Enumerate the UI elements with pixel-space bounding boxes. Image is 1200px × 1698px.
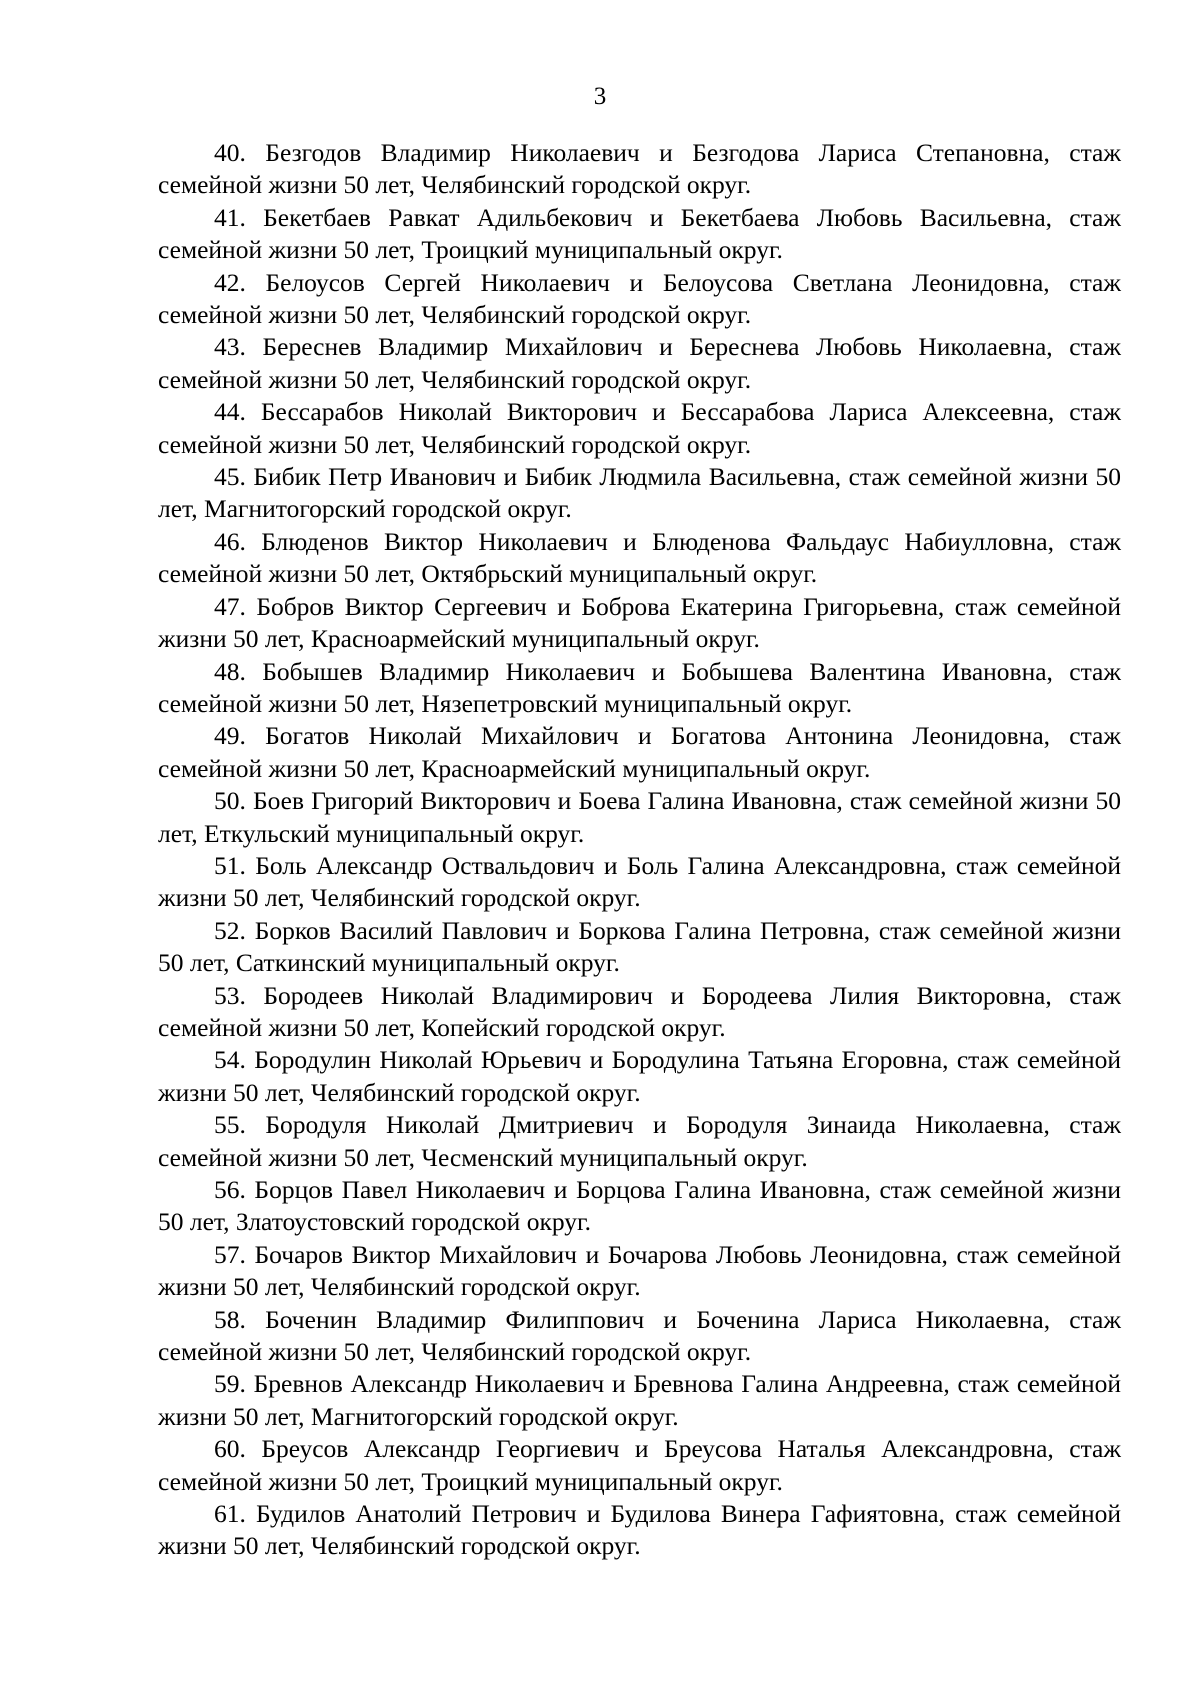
list-item: 51. Боль Александр Оствальдович и Боль Галина Александровна, стаж семейной жизни 50 лет, Челябинский городской округ.: [158, 850, 1121, 913]
list-item: 47. Бобров Виктор Сергеевич и Боброва Екатерина Григорьевна, стаж семейной жизни 50 лет, Красноармейский муниципальный округ.: [158, 591, 1121, 654]
list-item: 57. Бочаров Виктор Михайлович и Бочарова Любовь Леонидовна, стаж семейной жизни 50 лет, Челябинский городской округ.: [158, 1239, 1121, 1302]
list-item: 48. Бобышев Владимир Николаевич и Бобышева Валентина Ивановна, стаж семейной жизни 50 лет, Нязепетровский муниципальный округ.: [158, 656, 1121, 718]
list-item: 44. Бессарабов Николай Викторович и Бессарабова Лариса Алексеевна, стаж семейной жизни 50 лет, Челябинский городской округ.: [158, 397, 1121, 459]
list-item: 58. Боченин Владимир Филиппович и Боченина Лариса Николаевна, стаж семейной жизни 50 лет, Челябинский городской округ.: [158, 1304, 1121, 1367]
list-item: 49. Богатов Николай Михайлович и Богатова Антонина Леонидовна, стаж семейной жизни 50 лет, Красноармейский муниципальный округ.: [158, 721, 1121, 783]
list-item: 41. Бекетбаев Равкат Адильбекович и Бекетбаева Любовь Васильевна, стаж семейной жизни 50 лет, Троицкий муниципальный округ.: [158, 202, 1121, 265]
list-item: 43. Береснев Владимир Михайлович и Береснева Любовь Николаевна, стаж семейной жизни 50 лет, Челябинский городской округ.: [158, 332, 1121, 394]
list-item: 61. Будилов Анатолий Петрович и Будилова Винера Гафиятовна, стаж семейной жизни 50 лет, Челябинский городской округ.: [158, 1499, 1121, 1561]
list-item: 45. Бибик Петр Иванович и Бибик Людмила Васильевна, стаж семейной жизни 50 лет, Магнитогорский городской округ.: [158, 462, 1121, 524]
list-item: 50. Боев Григорий Викторович и Боева Галина Ивановна, стаж семейной жизни 50 лет, Еткульский муниципальный округ.: [158, 786, 1121, 848]
page-number: 3: [593, 83, 607, 110]
list-item: 54. Бородулин Николай Юрьевич и Бородулина Татьяна Егоровна, стаж семейной жизни 50 лет, Челябинский городской округ.: [158, 1045, 1121, 1107]
list-item: 53. Бородеев Николай Владимирович и Бородеева Лилия Викторовна, стаж семейной жизни 50 лет, Копейский городской округ.: [158, 980, 1121, 1042]
list-item: 59. Бревнов Александр Николаевич и Бревнова Галина Андреевна, стаж семейной жизни 50 лет, Магнитогорский городской округ.: [158, 1369, 1121, 1431]
list-item: 42. Белоусов Сергей Николаевич и Белоусова Светлана Леонидовна, стаж семейной жизни 50 лет, Челябинский городской округ.: [158, 267, 1121, 330]
list-item: 55. Бородуля Николай Дмитриевич и Бородуля Зинаида Николаевна, стаж семейной жизни 50 лет, Чесменский муниципальный округ.: [158, 1110, 1121, 1172]
award-list: [158, 137, 1121, 1563]
list-item: 60. Бреусов Александр Георгиевич и Бреусова Наталья Александровна, стаж семейной жизни 50 лет, Троицкий муниципальный округ.: [158, 1434, 1121, 1496]
list-item: 56. Борцов Павел Николаевич и Борцова Галина Ивановна, стаж семейной жизни 50 лет, Златоустовский городской округ.: [158, 1175, 1121, 1237]
list-item: 46. Блюденов Виктор Николаевич и Блюденова Фальдаус Набиулловна, стаж семейной жизни 50 лет, Октябрьский муниципальный округ.: [158, 526, 1121, 589]
list-item: 40. Безгодов Владимир Николаевич и Безгодова Лариса Степановна, стаж семейной жизни 50 лет, Челябинский городской округ.: [158, 138, 1121, 200]
list-item: 52. Борков Василий Павлович и Боркова Галина Петровна, стаж семейной жизни 50 лет, Саткинский муниципальный округ.: [158, 915, 1121, 978]
